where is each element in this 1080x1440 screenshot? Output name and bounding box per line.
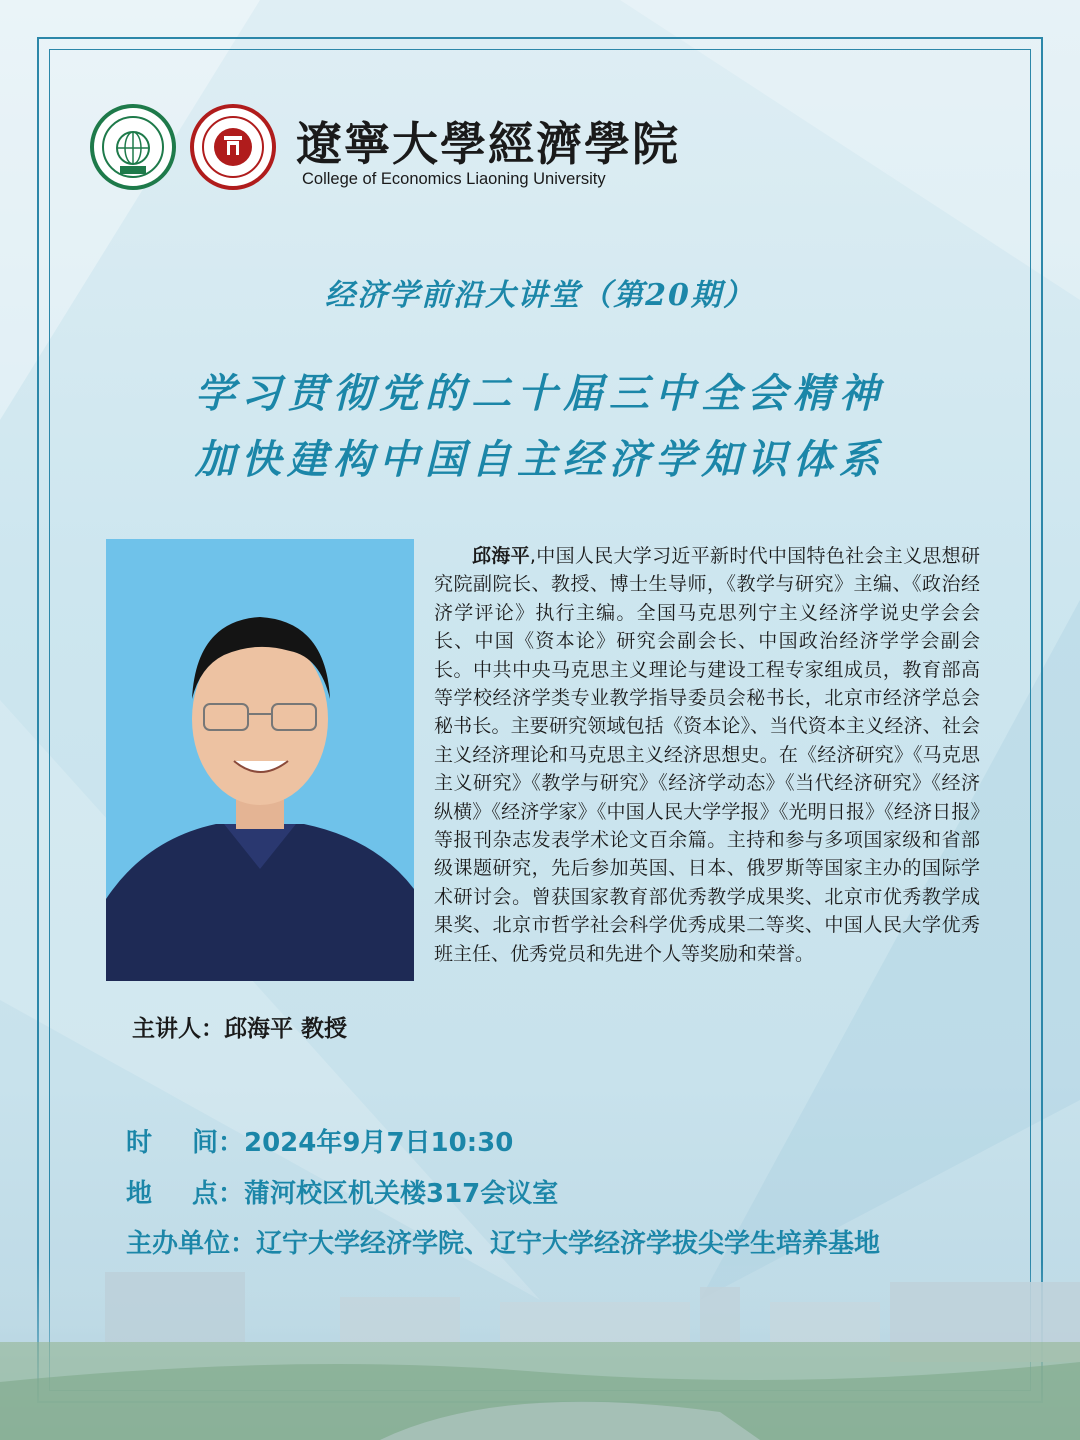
time-label: 时 间： [126,1128,244,1158]
lecture-title-line-1: 学习贯彻党的二十届三中全会精神 [195,370,885,417]
host-label: 主办单位： [126,1229,257,1259]
event-time [126,1122,513,1159]
liaoning-university-logo [90,104,176,190]
college-name-english: College of Economics Liaoning University [302,170,606,188]
time-value: 2024年9月7日10:30 [244,1128,514,1158]
bio-speaker-name: 邱海平 [472,545,530,567]
college-name-chinese: 遼寧大學經濟學院 [296,117,680,171]
campus-panorama [0,1262,1080,1440]
place-value: 蒲河校区机关楼317会议室 [244,1179,559,1209]
speaker-biography [434,542,980,968]
event-place [126,1173,558,1210]
speaker-caption: 主讲人：邱海平 教授 [132,1016,348,1042]
lecture-series-title: 经济学前沿大讲堂（第20期） [325,278,755,313]
college-of-economics-logo [190,104,276,190]
place-label: 地 点： [126,1179,244,1209]
host-value: 辽宁大学经济学院、辽宁大学经济学拔尖学生培养基地 [256,1229,881,1259]
event-host [126,1223,880,1260]
lecture-title-line-2: 加快建构中国自主经济学知识体系 [195,436,885,483]
bio-text: ,中国人民大学习近平新时代中国特色社会主义思想研究院副院长、教授、博士生导师，《教学与研究》主编、《政治经济学评论》执行主编。全国马克思列宁主义经济学说史学会会长、中国《资本论》研究会副会长、中国政治经济学学会副会长。中共中央马克思主义理论与建设工程专家组成员，教育部高等学校经济学类专业教学指导委员会秘书长，北京市经济学总会秘书长。主要研究领域包括《资本论》、当代资本主义经济、社会主义经济理论和马克思主义经济思想史。在《经济研究》《马克思主义研究》《教学与研究》《经济学动态》《当代经济研究》《经济纵横》《经济学家》《中国人民大学学报》《光明日报》《经济日报》等报刊杂志发表学术论文百余篇。主持和参与多项国家级和省部级课题研究，先后参加英国、日本、俄罗斯等国家主办的国际学术研讨会。曾获国家教育部优秀教学成果奖、北京市优秀教学成果奖、北京市哲学社会科学优秀成果二等奖、中国人民大学优秀班主任、优秀党员和先进个人等奖励和荣誉。 [434,545,980,965]
speaker-photo [106,539,414,981]
